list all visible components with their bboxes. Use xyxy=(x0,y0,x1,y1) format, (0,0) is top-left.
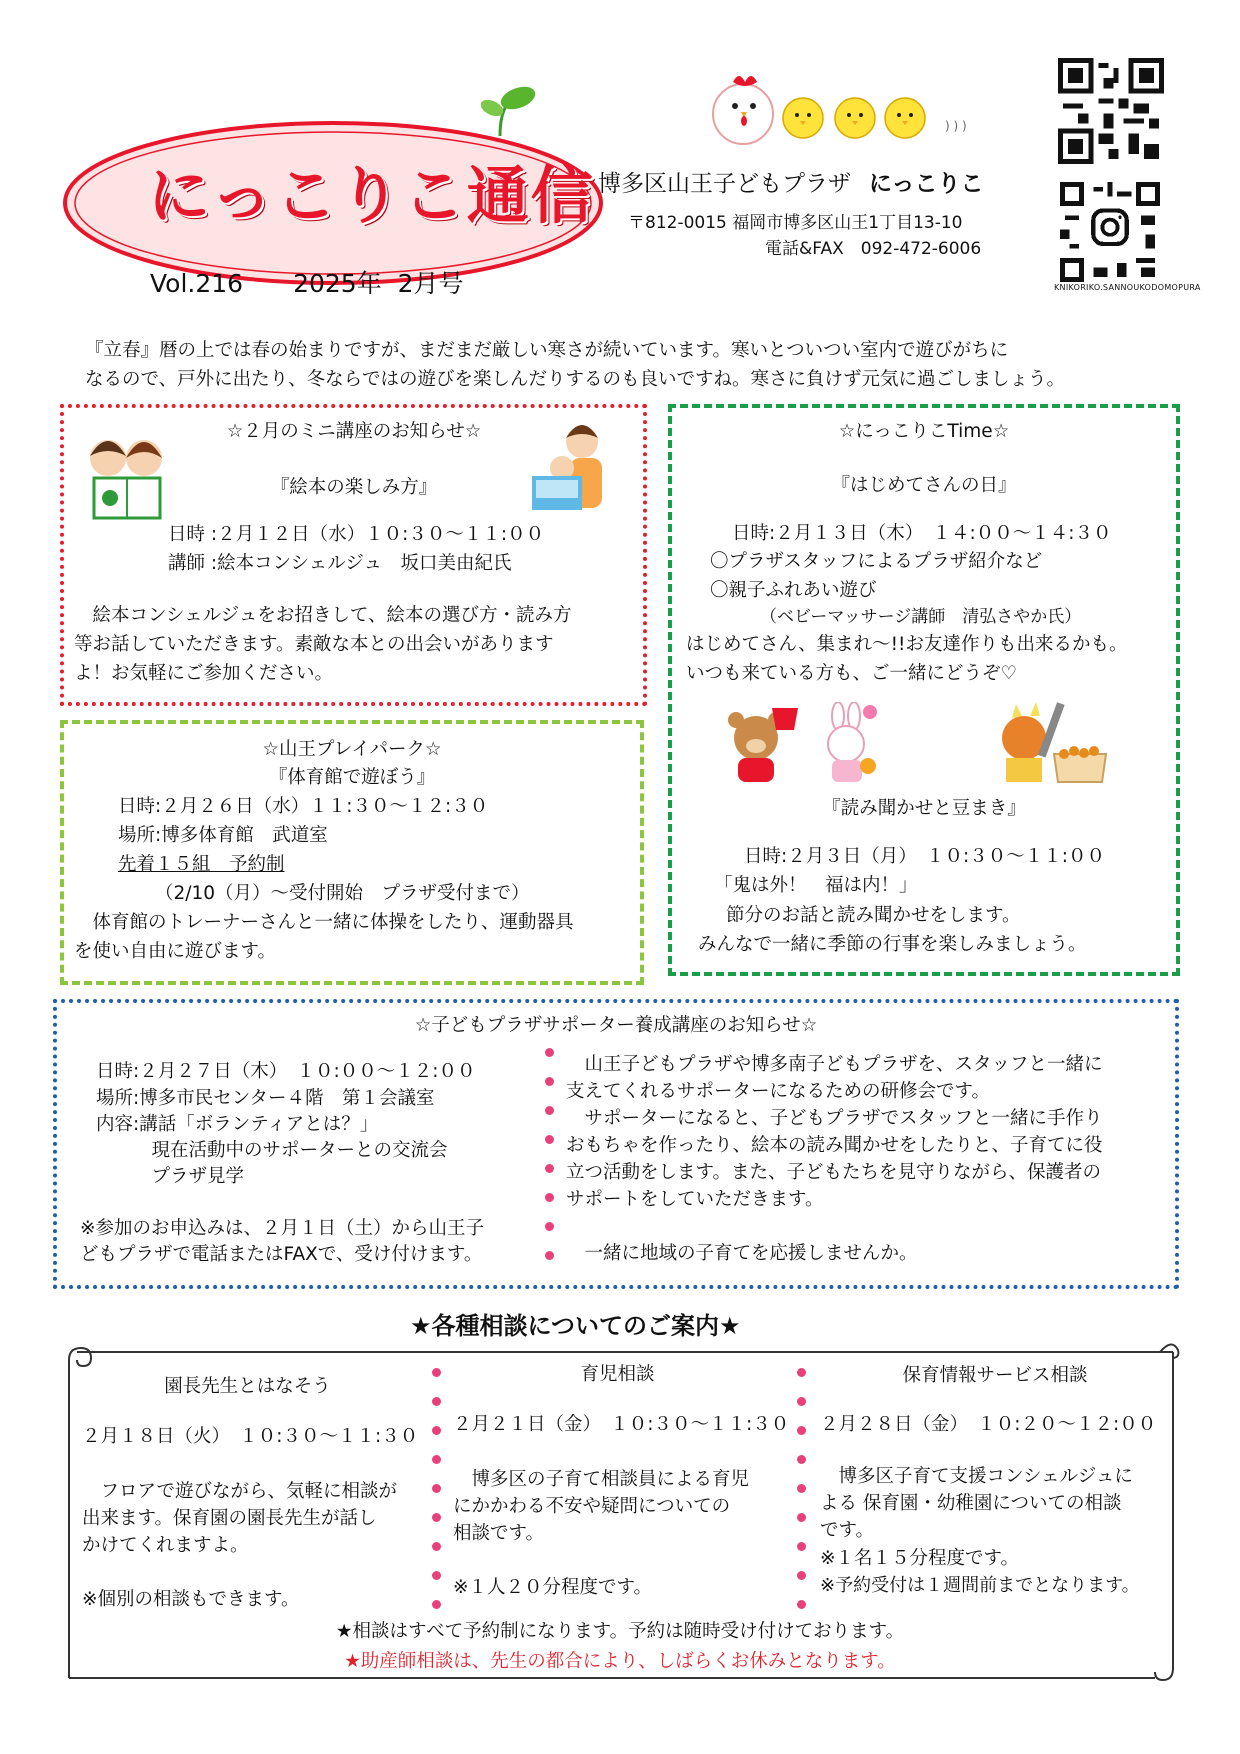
consult-footer-notice: ★助産師相談は、先生の都合により、しばらくお休みとなります。 xyxy=(344,1651,896,1672)
time-event2-line: みんなで一緒に季節の行事を楽しみましょう。 xyxy=(698,934,1087,955)
playpark-reception: （2/10（月）～受付開始 プラザ受付まで） xyxy=(155,883,530,904)
address: 〒812-0015 福岡市博多区山王1丁目13-10 xyxy=(628,213,963,233)
time-event1-title: 『はじめてさんの日』 xyxy=(831,475,1017,496)
time-event2-title: 『読み聞かせと豆まき』 xyxy=(822,798,1026,819)
time-event1-line: 〇親子ふれあい遊び xyxy=(710,580,877,601)
consult-col1-note: ※個別の相談もできます。 xyxy=(82,1589,300,1610)
chick-icon xyxy=(783,98,925,138)
qr-code-icon[interactable] xyxy=(1058,58,1164,164)
supporter-detail: 日時:２月２７日（木） １０:００～１２:００ xyxy=(96,1061,476,1082)
mini-lecture-date: 日時 :２月１２日（水）１０:３０～１１:００ xyxy=(168,524,545,545)
hen-and-chicks-illustration xyxy=(705,68,1005,148)
time-event1-line: 日時:２月１３日（木） １４:００～１４:３０ xyxy=(732,523,1112,544)
playpark-body: 体育館のトレーナーさんと一緒に体操をしたり、運動器具 xyxy=(74,912,574,933)
dotted-divider xyxy=(545,1048,555,1280)
supporter-note: ※参加のお申込みは、２月１日（土）から山王子 xyxy=(80,1218,485,1239)
playpark-title: 『体育館で遊ぼう』 xyxy=(268,767,436,788)
supporter-description: おもちゃを作ったり、絵本の読み聞かせをしたりと、子育てに役 xyxy=(566,1135,1103,1156)
consult-footer: ★相談はすべて予約制になります。予約は随時受け付けております。 xyxy=(335,1621,905,1642)
playpark-limit: 先着１５組 予約制 xyxy=(118,854,285,875)
supporter-note: どもプラザで電話またはFAXで、受け付けます。 xyxy=(80,1244,483,1265)
consult-col3-note: ※１名１５分程度です。 xyxy=(820,1548,1020,1569)
org-short: にっこりこ xyxy=(869,171,984,197)
playpark-body: を使い自由に遊びます。 xyxy=(74,941,277,962)
consult-col1-body: かけてくれますよ。 xyxy=(82,1535,249,1556)
consult-col2-date: ２月２１日（金） １０:３０～１１:３０ xyxy=(453,1414,790,1435)
consultation-title: ★各種相談についてのご案内★ xyxy=(410,1312,741,1340)
time-event2-line: 日時:２月３日（月） １０:３０～１１:００ xyxy=(744,846,1105,867)
consult-col1-date: ２月１８日（火） １０:３０～１１:３０ xyxy=(82,1426,419,1447)
supporter-detail: 場所:博多市民センター４階 第１会議室 xyxy=(96,1088,435,1109)
consult-col3-body: よる 保育園・幼稚園についての相談 xyxy=(820,1493,1122,1514)
oni-with-beans-icon xyxy=(990,698,1110,784)
instagram-qr-icon[interactable] xyxy=(1056,182,1164,282)
time-event2-line: 節分のお話と読み聞かせをします。 xyxy=(726,905,1021,926)
time-event1-line: 〇プラザスタッフによるプラザ紹介など xyxy=(710,551,1043,572)
supporter-description: 一緒に地域の子育てを応援しませんか。 xyxy=(566,1243,918,1264)
supporter-description: 立つ活動をします。また、子どもたちを見守りながら、保護者の xyxy=(566,1162,1102,1183)
consult-col3-body: 博多区子育て支援コンシェルジュに xyxy=(820,1466,1133,1487)
time-heading: ☆にっこりこTime☆ xyxy=(838,421,1010,442)
consult-col3-body: です。 xyxy=(820,1520,875,1541)
mini-lecture-body: 絵本コンシェルジュをお招きして、絵本の選び方・読み方 xyxy=(74,605,572,626)
supporter-description: 山王子どもプラザや博多南子どもプラザを、スタッフと一緒に xyxy=(566,1054,1103,1075)
consult-col2-body: にかかわる不安や疑問についての xyxy=(453,1496,731,1517)
time-event1-line: （ベビーマッサージ講師 清弘さやか氏） xyxy=(760,607,1082,627)
intro-line: なるので、戸外に出たり、冬ならではの遊びを楽しんだりするのも良いですね。寒さに負けず元気に過ごしましょう。 xyxy=(85,369,1065,390)
intro-line: 『立春』暦の上では春の始まりですが、まだまだ厳しい寒さが続いています。寒いとついつい室内で遊びがちに xyxy=(85,340,1009,361)
supporter-detail: プラザ見学 xyxy=(96,1166,245,1187)
intro-paragraph xyxy=(85,336,1175,394)
qr-caption: KNIKORIKO.SANNOUKODOMOPURA xyxy=(1054,283,1201,292)
supporter-description: 支えてくれるサポーターになるための研修会です。 xyxy=(566,1081,991,1102)
newsletter-title: にっこりこ通信 xyxy=(148,159,595,232)
mini-lecture-lecturer: 講師 :絵本コンシェルジュ 坂口美由紀氏 xyxy=(168,553,512,574)
mini-lecture-body: 等お話していただきます。素敵な本との出会いがあります xyxy=(74,634,554,655)
consult-col3-date: ２月２８日（金） １０:２０～１２:００ xyxy=(820,1414,1157,1435)
supporter-detail: 内容:講話「ボランティアとは？」 xyxy=(96,1114,379,1135)
org-name: 博多区山王子どもプラザ xyxy=(598,171,851,197)
hen-icon xyxy=(713,76,773,144)
supporter-description: サポーターになると、子どもプラザでスタッフと一緒に手作り xyxy=(566,1108,1103,1129)
time-event1-line: はじめてさん、集まれ～!!お友達作りも出来るかも。 xyxy=(686,634,1128,655)
supporter-detail: 現在活動中のサポーターとの交流会 xyxy=(96,1140,448,1161)
consult-col2-body: 博多区の子育て相談員による育児 xyxy=(453,1469,750,1490)
volume-line: Vol.216 2025年 2月号 xyxy=(150,269,464,298)
consult-col3-note: ※予約受付は１週間前までとなります。 xyxy=(820,1575,1140,1596)
consult-col2-title: 育児相談 xyxy=(580,1364,655,1385)
time-event1-line: いつも来ている方も、ご一緒にどうぞ♡ xyxy=(686,663,1018,684)
bear-with-oni-mask-icon xyxy=(712,702,808,784)
org-line xyxy=(598,165,984,198)
consult-col1-body: 出来ます。保育園の園長先生が話し xyxy=(82,1508,377,1529)
supporter-description: サポートをしていただきます。 xyxy=(566,1189,824,1210)
supporter-heading: ☆子どもプラザサポーター養成講座のお知らせ☆ xyxy=(414,1015,818,1036)
mini-lecture-body: よ！お気軽にご参加ください。 xyxy=(74,663,334,684)
playpark-place: 場所:博多体育館 武道室 xyxy=(118,825,328,846)
tel-fax: 電話&FAX 092-472-6006 xyxy=(765,239,982,259)
dotted-divider xyxy=(432,1368,442,1629)
playpark-date: 日時:２月２６日（水）１１:３０～１２:３０ xyxy=(118,796,489,817)
rabbit-icon xyxy=(808,702,888,786)
mini-lecture-heading: ☆２月のミニ講座のお知らせ☆ xyxy=(226,421,482,442)
svg-text:) ) ): ) ) ) xyxy=(945,119,967,133)
consult-col3-title: 保育情報サービス相談 xyxy=(902,1365,1088,1386)
consult-col2-note: ※１人２０分程度です。 xyxy=(453,1577,653,1598)
consult-col2-body: 相談です。 xyxy=(453,1523,545,1544)
playpark-heading: ☆山王プレイパーク☆ xyxy=(262,739,442,760)
dotted-divider xyxy=(797,1368,807,1629)
consult-col1-body: フロアで遊びながら、気軽に相談が xyxy=(82,1481,398,1502)
sprout-icon xyxy=(470,78,540,138)
time-event2-line: 「鬼は外！ 福は内！」 xyxy=(714,875,918,896)
mini-lecture-title: 『絵本の楽しみ方』 xyxy=(270,477,438,498)
consult-col1-title: 園長先生とはなそう xyxy=(164,1376,331,1397)
